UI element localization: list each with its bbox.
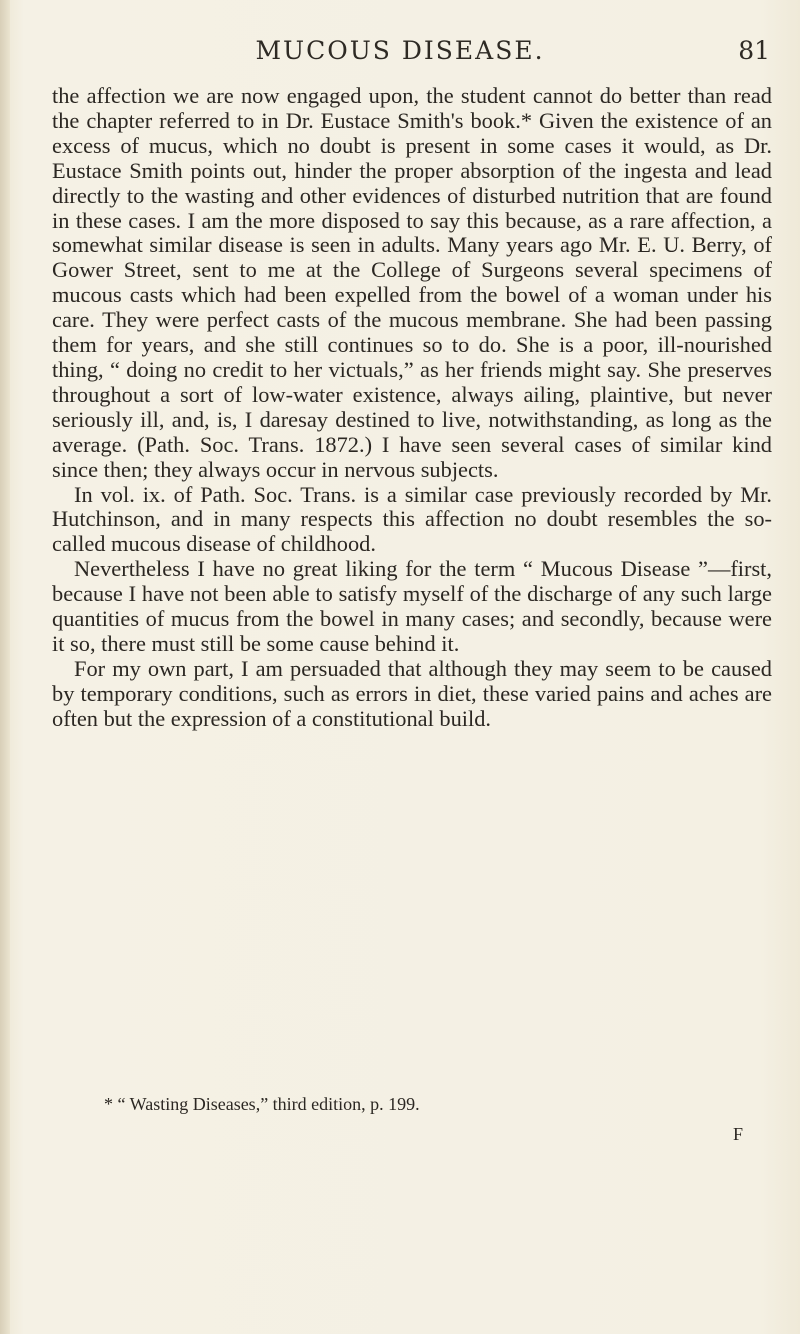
signature-mark: F [733,1124,744,1144]
page-spine-shadow [0,0,10,1334]
paragraph-2: In vol. ix. of Path. Soc. Trans. is a similar case previously recorded by Mr. Hutchinson, and in many respects this affection no doubt resembles the so-called mucous disease of childhood. [52,481,772,557]
page-number: 81 [738,36,770,65]
paragraph-1: the affection we are now engaged upon, the student cannot do better than read the chapter referred to in Dr. Eustace Smith's book.* Given the existence of an excess of mucus, which no doubt is present in some cases it would, as Dr. Eustace Smith points out, hinder the proper absorption of the ingesta and lead directly to the wasting and other evidences of disturbed nutrition that are found in these cases. I am the more disposed to say this because, as a rare affection, a somewhat similar disease is seen in adults. Many years ago Mr. E. U. Berry, of Gower Street, sent to me at the College of Surgeons several specimens of mucous casts which had been expelled from the bowel of a woman under his care. They were perfect casts of the mucous membrane. She had been passing them for years, and she still continues so to do. She is a poor, ill-nourished thing, “ doing no credit to her victuals,” as her friends might say. She preserves throughout a sort of low-water existence, always ailing, plaintive, but never seriously ill, and, is, I daresay destined to live, notwithstanding, as long as the average. (Path. Soc. Trans. 1872.) I have seen several cases of similar kind since then; they always occur in nervous subjects. [52,83,772,482]
footnote: * “ Wasting Diseases,” third edition, p. 199. [104,1094,420,1114]
running-title: MUCOUS DISEASE. [255,36,545,65]
page-header [0,36,800,72]
body-text [52,84,772,732]
paragraph-4: For my own part, I am persuaded that although they may seem to be caused by temporary conditions, such as errors in diet, these varied pains and aches are often but the expression of a constitutional build. [52,655,772,731]
paragraph-3: Nevertheless I have no great liking for the term “ Mucous Disease ”—first, because I have not been able to satisfy myself of the discharge of any such large quantities of mucus from the bowel in many cases; and secondly, because were it so, there must still be some cause behind it. [52,556,772,656]
